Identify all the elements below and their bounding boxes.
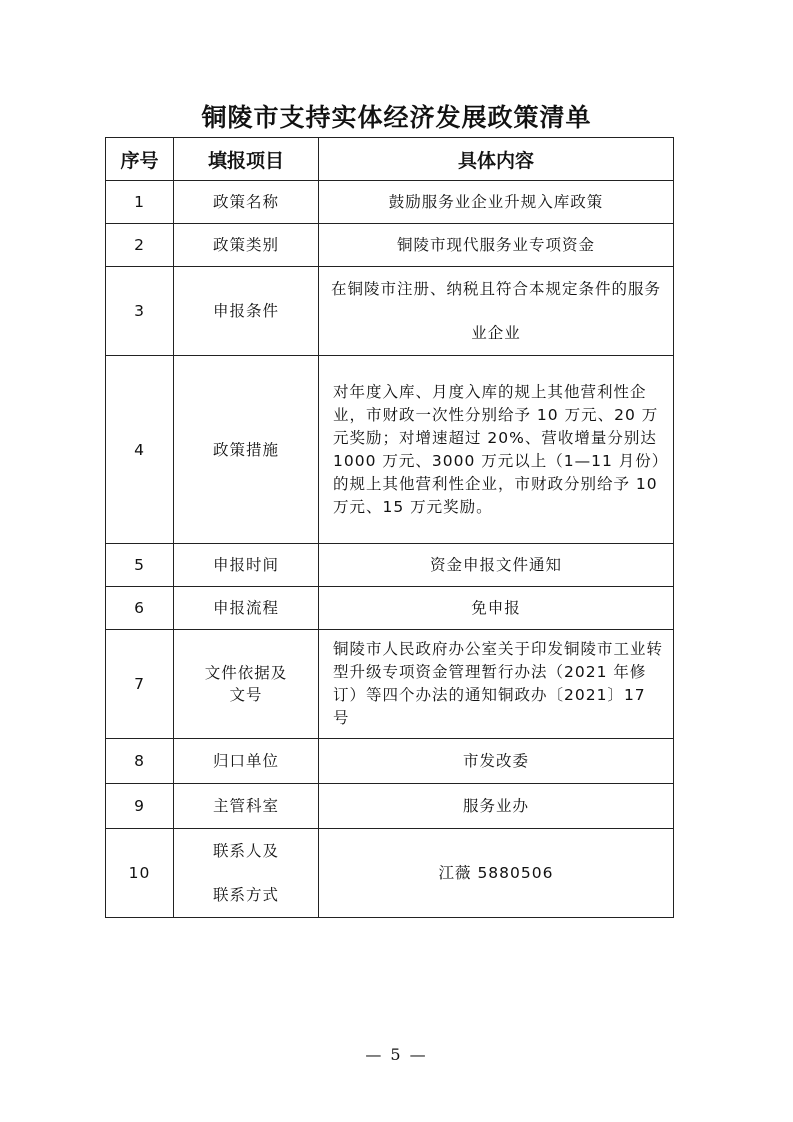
- table-row: [106, 630, 674, 739]
- header-item: 填报项目: [174, 138, 319, 181]
- row-content: [319, 267, 674, 356]
- row-item: 政策类别: [174, 224, 319, 267]
- header-content: 具体内容: [319, 138, 674, 181]
- row-serial: 7: [106, 630, 174, 739]
- table-row: [106, 829, 674, 918]
- row-item: 归口单位: [174, 739, 319, 784]
- policy-table: [105, 137, 674, 918]
- row-serial: 2: [106, 224, 174, 267]
- row-serial: 5: [106, 544, 174, 587]
- table-row: [106, 739, 674, 784]
- row-item: 申报时间: [174, 544, 319, 587]
- row-serial: 10: [106, 829, 174, 918]
- row-item: 申报流程: [174, 587, 319, 630]
- page-number: — 5 —: [365, 1045, 428, 1064]
- row-content: 江薇 5880506: [319, 829, 674, 918]
- row-content: [319, 630, 674, 739]
- row-content: 免申报: [319, 587, 674, 630]
- row-serial: 6: [106, 587, 174, 630]
- row-serial: 4: [106, 356, 174, 544]
- row-item-text: 联系人及联系方式: [212, 842, 279, 904]
- row-item: 主管科室: [174, 784, 319, 829]
- row-item: 政策措施: [174, 356, 319, 544]
- row-content: 市发改委: [319, 739, 674, 784]
- row-content-text: 在铜陵市注册、纳税且符合本规定条件的服务业企业: [330, 280, 661, 342]
- table-row: [106, 544, 674, 587]
- row-item-text: 文件依据及文号: [204, 664, 288, 704]
- row-content-text: 铜陵市人民政府办公室关于印发铜陵市工业转型升级专项资金管理暂行办法（2021 年修订）等四个办法的通知铜政办〔2021〕17 号: [333, 640, 664, 727]
- row-serial: 8: [106, 739, 174, 784]
- table-row: [106, 267, 674, 356]
- row-content: 服务业办: [319, 784, 674, 829]
- row-content-text: 对年度入库、月度入库的规上其他营利性企业，市财政一次性分别给予 10 万元、20 万元奖励；对增速超过 20%、营收增量分别达 1000 万元、3000 万元以上（1—11 月份）的规上其他营利性企业，市财政分别给予 10 万元、15 万元奖励。: [333, 382, 661, 516]
- page-title: 铜陵市支持实体经济发展政策清单: [201, 103, 592, 132]
- table-row: [106, 181, 674, 224]
- row-content: 铜陵市现代服务业专项资金: [319, 224, 674, 267]
- row-item: 申报条件: [174, 267, 319, 356]
- table-row: [106, 784, 674, 829]
- table-row: [106, 356, 674, 544]
- table-header-row: [106, 138, 674, 181]
- row-content: 鼓励服务业企业升规入库政策: [319, 181, 674, 224]
- row-content: 资金申报文件通知: [319, 544, 674, 587]
- row-item: 政策名称: [174, 181, 319, 224]
- row-serial: 9: [106, 784, 174, 829]
- row-item: [174, 829, 319, 918]
- row-item: [174, 630, 319, 739]
- row-serial: 1: [106, 181, 174, 224]
- row-content: [319, 356, 674, 544]
- row-serial: 3: [106, 267, 174, 356]
- table-row: [106, 224, 674, 267]
- table-row: [106, 587, 674, 630]
- header-serial: 序号: [106, 138, 174, 181]
